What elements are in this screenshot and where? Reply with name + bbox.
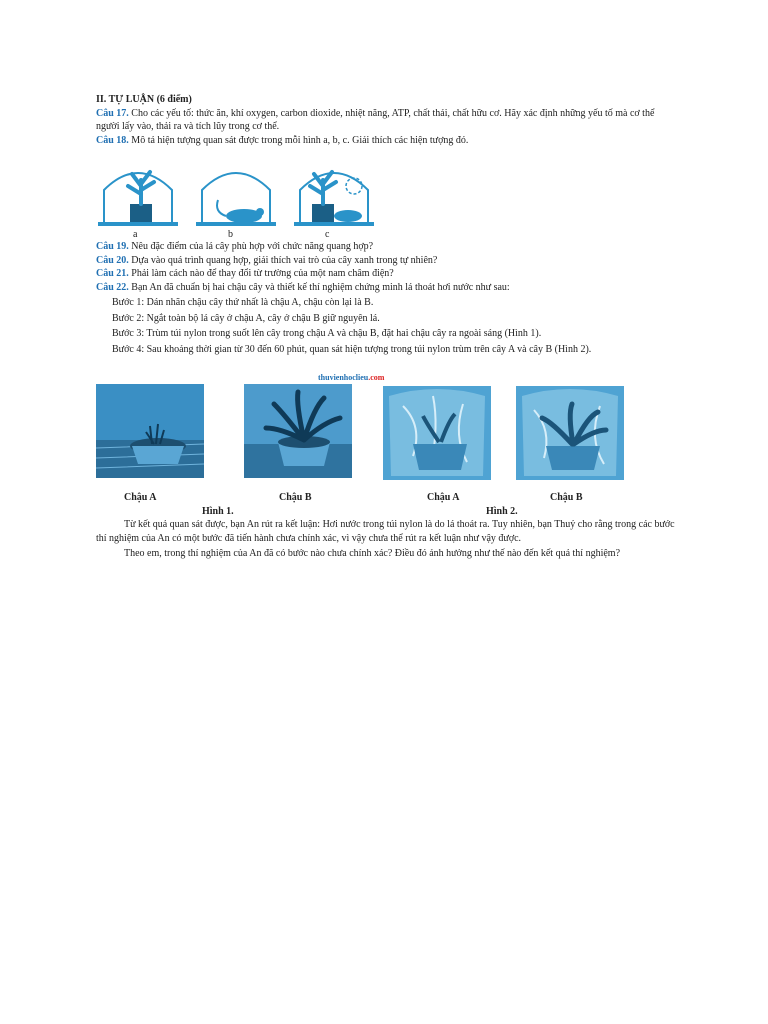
photo-hinh1-chau-b [244, 384, 352, 478]
paragraph: Từ kết quả quan sát được, bạn An rút ra kết luận: Hơi nước trong túi nylon là do lá thoát ra. Tuy nhiên, bạn Thuỷ cho rằng trong các bước thí nghiệm của An có một bước đã tiến hành chưa chính xác, vì vậy chưa thể rút ra kết luận như vậy được. [96, 519, 675, 544]
question-number: Câu 20. [96, 254, 129, 266]
question-text: Nêu đặc điểm của lá cây phù hợp với chức năng quang hợp? [128, 241, 374, 252]
question-17 [96, 107, 676, 134]
question-number: Câu 21. [96, 268, 129, 279]
step-3: Bước 3: Trùm túi nylon trong suốt lên cây trong chậu A và chậu B, đặt hai chậu cây ra ngoài sáng (Hình 1). [112, 328, 542, 339]
photo-hinh2-chau-b [516, 386, 624, 480]
questions-block [96, 240, 676, 356]
step-4: Bước 4: Sau khoảng thời gian từ 30 đến 60 phút, quan sát hiện tượng trong túi nylon trùm trên cây A và cây B (Hình 2). [112, 343, 592, 355]
photo-label: Chậu B [279, 492, 312, 503]
conclusion-block [96, 518, 676, 561]
figure-letter-b: b [228, 229, 233, 240]
question-text: Dựa vào quá trình quang hợp, giải thích vai trò của cây xanh trong tự nhiên? [128, 254, 438, 266]
question-text: Phải làm cách nào để thay đổi từ trường của một nam châm điện? [128, 268, 394, 279]
document-page [96, 93, 676, 147]
question-number: Câu 19. [96, 241, 129, 252]
question-text: Mô tả hiện tượng quan sát được trong mỗi hình a, b, c. Giải thích các hiện tượng đó. [128, 134, 469, 146]
question-22 [96, 281, 676, 295]
question-number: Câu 18. [96, 134, 129, 146]
source-name: thuvienhoclieu [318, 373, 369, 382]
photo-label: Chậu A [124, 492, 157, 503]
question-text: Bạn An đã chuẩn bị hai chậu cây và thiết kế thí nghiệm chứng minh lá thoát hơi nước như sau: [128, 281, 510, 293]
question-text: Cho các yếu tố: thức ăn, khí oxygen, carbon dioxide, nhiệt năng, ATP, chất thải, chất hữu cơ. Hãy xác định những yếu tố mà cơ thể người lấy vào, thải ra và tích lũy trong cơ thể. [96, 107, 655, 132]
bell-jar-c [294, 172, 374, 226]
figure-letter-a: a [133, 229, 138, 240]
step-2: Bước 2: Ngắt toàn bộ lá cây ở chậu A, cây ở chậu B giữ nguyên lá. [112, 312, 380, 324]
section-title: II. TỰ LUẬN (6 điểm) [96, 94, 192, 105]
question-21 [96, 267, 676, 281]
figure-letter-c: c [325, 229, 330, 240]
bell-jar-figure [96, 160, 396, 228]
bell-jar-b [196, 173, 276, 226]
photo-label: Chậu A [427, 492, 460, 503]
photo-hinh2-chau-a [383, 386, 491, 480]
photo-hinh1-chau-a [96, 384, 204, 478]
figure-title-hinh1: Hình 1. [202, 506, 234, 517]
photo-label: Chậu B [550, 492, 583, 503]
question-18 [96, 134, 676, 148]
step-1: Bước 1: Dán nhãn chậu cây thứ nhất là chậu A, chậu còn lại là B. [112, 297, 374, 308]
question-number: Câu 22. [96, 281, 129, 293]
figure-title-hinh2: Hình 2. [486, 506, 518, 517]
question-number: Câu 17. [96, 107, 129, 119]
source-watermark [318, 373, 384, 382]
bell-jar-a [98, 172, 178, 226]
question-19 [96, 240, 676, 254]
question-20 [96, 254, 676, 268]
paragraph: Theo em, trong thí nghiệm của An đã có bước nào chưa chính xác? Điều đó ảnh hưởng như thế nào đến kết quả thí nghiệm? [124, 548, 621, 559]
source-domain: .com [368, 373, 385, 382]
